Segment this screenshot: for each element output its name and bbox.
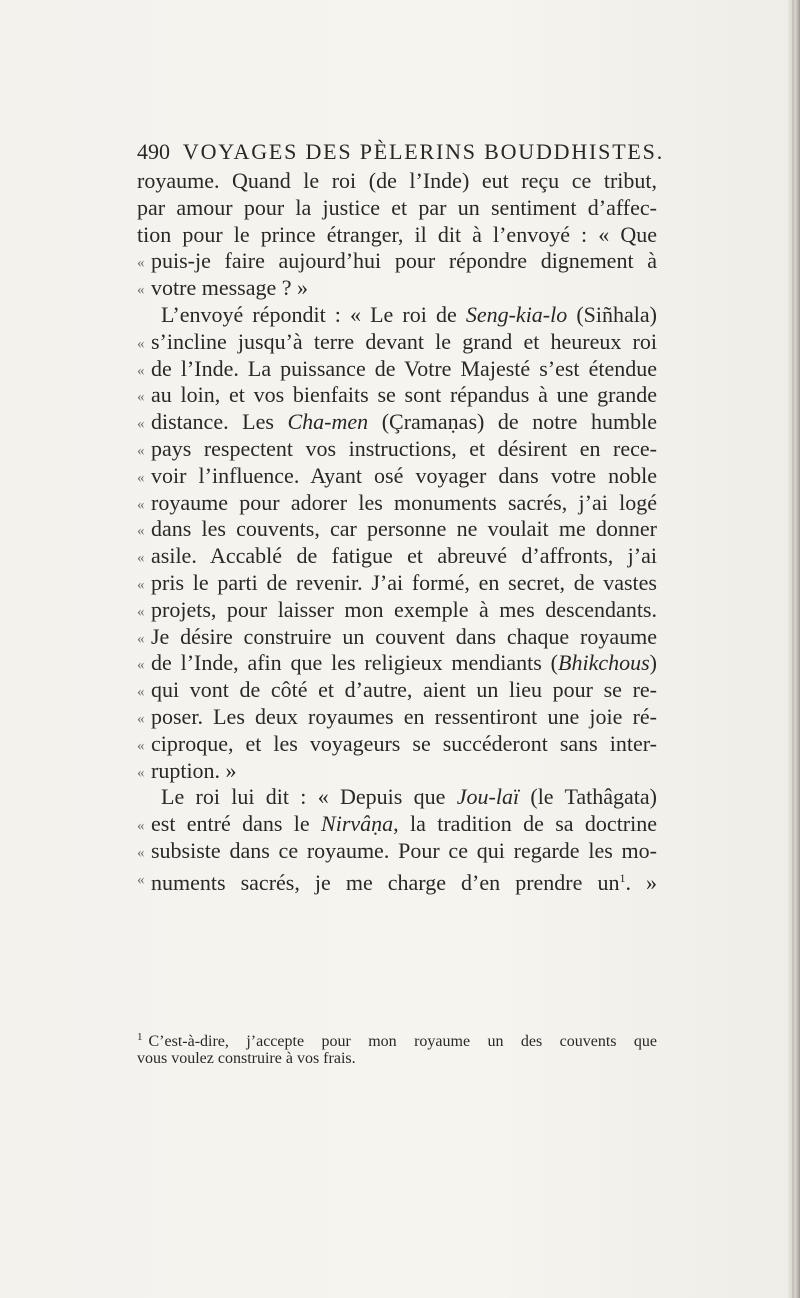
text-run: poser. Les deux royaumes en ressentiront une joie ré- [151,703,657,729]
text-run: pays respectent vos instructions, et désirent en rece- [151,435,657,461]
text-run: par amour pour la justice et par un sentiment d’affec- [137,194,657,220]
text-run: L’envoyé répondit : « Le roi de [161,301,466,327]
page-edge-shadow [788,0,800,1298]
text-run: ) [649,650,657,676]
text-run: qui vont de côté et d’autre, aient un lieu pour se re- [151,677,657,703]
text-line [137,624,657,651]
text-line [137,409,657,436]
quote-mark: « [137,737,145,754]
text-run: Le roi lui dit : « Depuis que [161,784,457,810]
text-run: royaume pour adorer les monuments sacrés, j’ai logé [151,489,657,515]
quote-mark: « [137,818,145,835]
text-run: (Çramaṇas) de notre humble [368,409,657,435]
italic-term: Jou-laï [456,784,520,810]
text-run: Je désire construire un couvent dans chaque royaume [151,623,657,649]
text-line [137,329,657,356]
text-line [137,248,657,275]
quote-mark: « [137,684,145,701]
quote-mark: « [137,442,145,459]
text-line [137,865,658,895]
text-line [137,597,657,624]
page-number: 490 [137,139,170,164]
text-run: de l’Inde, afin que les religieux mendiants ( [151,650,559,676]
quote-mark: « [137,576,145,593]
text-run: ruption. » [151,757,237,783]
quote-mark: « [137,523,145,540]
quote-mark: « [137,710,145,727]
text-run: s’incline jusqu’à terre devant le grand et heureux roi [151,328,657,354]
quote-mark: « [137,871,145,888]
italic-term: Seng-kia-lo [465,301,568,327]
footnote-ref: 1 [619,870,626,885]
text-run: projets, pour laisser mon exemple à mes descendants. [151,596,657,622]
text-line [137,758,657,785]
quote-mark: « [137,630,145,647]
text-line [137,543,657,570]
text-run: , la tradition de sa doctrine [393,811,658,837]
footnote-number: 1 [137,1031,143,1043]
quote-mark: « [137,764,145,781]
text-run: ciproque, et les voyageurs se succéderont sans inter- [151,730,657,756]
text-run: subsiste dans ce royaume. Pour ce qui regarde les mo- [151,837,657,863]
text-run: (Siñhala) [567,301,657,327]
quote-mark: « [137,844,145,861]
text-run: pris le parti de revenir. J’ai formé, en secret, de vastes [151,569,657,595]
quote-mark: « [137,496,145,513]
italic-term: Bhikchous [558,650,650,676]
text-run: (le Tathâgata) [519,784,657,810]
quote-mark: « [137,335,145,352]
text-line [137,490,657,517]
quote-mark: « [137,416,145,433]
body-text [137,168,658,895]
running-title: VOYAGES DES PÈLERINS BOUDDHISTES. [182,139,665,164]
text-line [137,570,657,597]
text-line [137,356,657,383]
text-line [137,650,657,677]
text-run: votre message ? » [151,275,308,301]
italic-term: Nirvâṇa [321,811,394,837]
text-line [137,222,657,249]
text-line [137,463,657,490]
quote-mark: « [137,657,145,674]
footnote-line: vous voulez construire à vos frais. [137,1050,356,1067]
text-line [137,704,657,731]
text-line [137,516,657,543]
text-run: asile. Accablé de fatigue et abreuvé d’affronts, j’ai [151,543,657,569]
text-run: numents sacrés, je me charge d’en prendre un [151,869,620,895]
text-run: de l’Inde. La puissance de Votre Majesté s’est étendue [151,355,657,381]
text-run: tion pour le prince étranger, il dit à l’envoyé : « Que [137,221,657,247]
text-line [137,677,657,704]
text-line [137,784,657,811]
text-line [137,382,657,409]
running-header [137,139,665,165]
text-line [137,302,657,329]
quote-mark: « [137,469,145,486]
text-run: puis-je faire aujourd’hui pour répondre dignement à [151,248,657,274]
page-edge-strip [792,0,794,1298]
text-line [137,436,657,463]
text-run: voir l’influence. Ayant osé voyager dans votre noble [151,462,657,488]
footnote-line: $^1$ C’est-à-dire, j’accepte pour mon royaume un des couvents que [137,1031,657,1050]
footnote [137,1027,657,1069]
quote-mark: « [137,550,145,567]
text-line [137,275,657,302]
quote-mark: « [137,389,145,406]
quote-mark: « [137,282,145,299]
text-line [137,811,657,838]
quote-mark: « [137,255,145,272]
text-run: au loin, et vos bienfaits se sont répandus à une grande [151,382,657,408]
text-run: est entré dans le [151,811,322,837]
text-run: dans les couvents, car personne ne voulait me donner [151,516,657,542]
quote-mark: « [137,603,145,620]
text-run: royaume. Quand le roi (de l’Inde) eut reçu ce tribut, [137,168,657,193]
text-line [137,195,657,222]
text-line [137,168,657,195]
text-run: . » [625,869,658,895]
text-line [137,731,657,758]
italic-term: Cha-men [287,409,369,435]
quote-mark: « [137,362,145,379]
text-line [137,838,657,865]
text-run: distance. Les [151,409,288,435]
